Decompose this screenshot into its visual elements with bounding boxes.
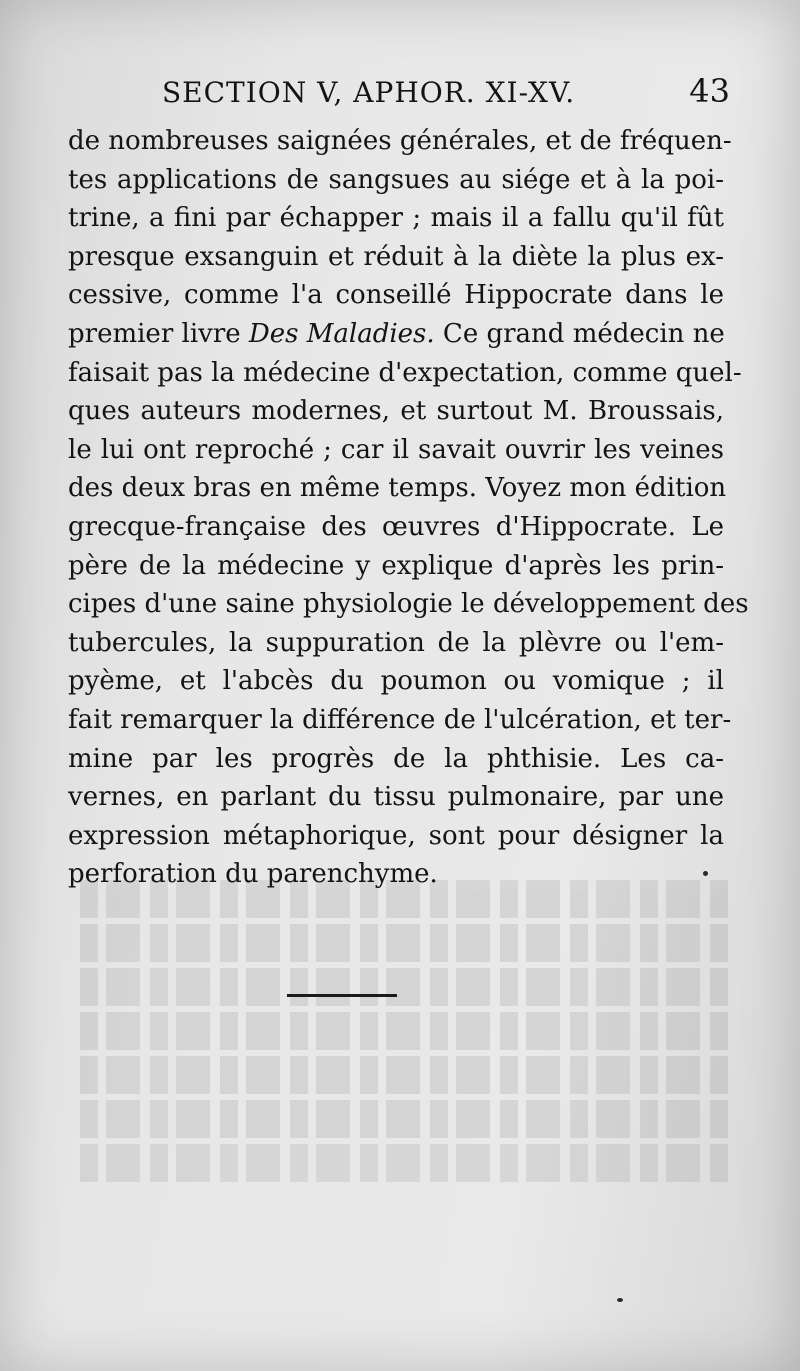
text-line: expression métaphorique, sont pour désigner la: [68, 820, 724, 851]
text-line: de nombreuses saignées générales, et de fréquen-: [68, 126, 732, 156]
text-line-last: perforation du parenchyme.: [68, 859, 438, 890]
book-title-italic: Des Maladies.: [248, 318, 435, 349]
running-header: [70, 72, 730, 116]
text-line: cipes d'une saine physiologie le développement des: [68, 589, 749, 620]
text-line: des deux bras en même temps. Voyez mon édition: [68, 473, 727, 504]
text-line: faisait pas la médecine d'expectation, comme quel-: [68, 357, 742, 388]
text-line: grecque-française des œuvres d'Hippocrate. Le: [68, 511, 724, 542]
body-text: [68, 122, 749, 894]
ink-speck: [703, 871, 708, 876]
text-line: [68, 315, 724, 354]
text-line: cessive, comme l'a conseillé Hippocrate dans le: [68, 280, 724, 311]
text-line: pyème, et l'abcès du poumon ou vomique ; il: [68, 666, 724, 697]
text-line: presque exsanguin et réduit à la diète la plus ex-: [68, 241, 724, 272]
ink-speck: [617, 1298, 623, 1302]
text-line: vernes, en parlant du tissu pulmonaire, par une: [68, 782, 724, 813]
text-line: tes applications de sangsues au siége et à la poi-: [68, 164, 724, 195]
text-line: le lui ont reproché ; car il savait ouvrir les veines: [68, 434, 724, 465]
text-line: mine par les progrès de la phthisie. Les ca-: [68, 743, 724, 774]
text-segment: premier livre: [68, 318, 249, 349]
section-end-rule: [287, 994, 397, 997]
text-line: tubercules, la suppuration de la plèvre ou l'em-: [68, 627, 724, 658]
text-line: ques auteurs modernes, et surtout M. Broussais,: [68, 396, 724, 427]
text-line: trine, a fini par échapper ; mais il a fallu qu'il fût: [68, 203, 724, 234]
text-line: fait remarquer la différence de l'ulcération, et ter-: [68, 704, 732, 735]
text-segment: Ce grand médecin ne: [434, 318, 725, 349]
bleed-through-text: [80, 880, 730, 1220]
running-title: SECTION V, APHOR. XI-XV.: [162, 76, 576, 109]
page-number: 43: [689, 72, 730, 110]
text-line: père de la médecine y explique d'après les prin-: [68, 550, 724, 581]
